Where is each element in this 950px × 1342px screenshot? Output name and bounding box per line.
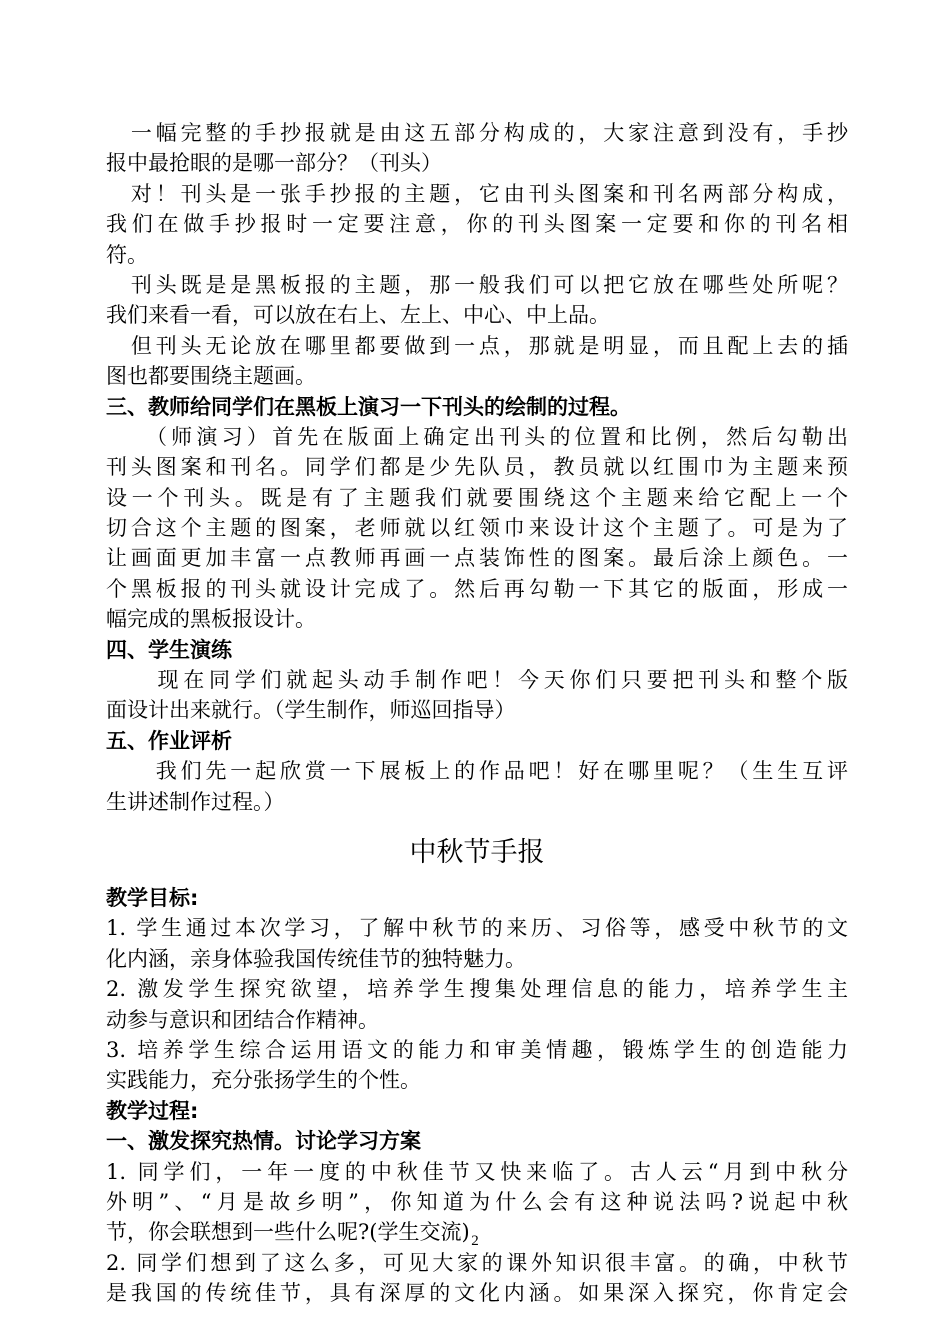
text-line: 我们来看一看，可以放在右上、左上、中心、中上品。 [106,303,610,328]
text-line: 对！刊头是一张手抄报的主题，它由刊头图案和刊名两部分构成， [106,181,848,206]
text-line: 2. 激发学生探究欲望，培养学生搜集处理信息的能力，培养学生主 [106,977,848,1002]
section-heading: 教学目标: [106,885,199,910]
text-line: 是我国的传统佳节，具有深厚的文化内涵。如果深入探究，你肯定会 [106,1281,848,1306]
section-heading: 四、学生演练 [106,637,232,662]
text-line: （师演习）首先在版面上确定出刊头的位置和比例，然后勾勒出 [106,424,848,449]
text-line: 切合这个主题的图案，老师就以红领巾来设计这个主题了。可是为了 [106,516,848,541]
text-line: 幅完成的黑板报设计。 [106,607,316,632]
section-title: 中秋节手报 [409,836,545,868]
text-line: 我们在做手抄报时一定要注意，你的刊头图案一定要和你的刊名相 [106,212,848,237]
text-line: 刊头图案和刊名。同学们都是少先队员，教员就以红围巾为主题来预 [106,455,848,480]
section-heading: 五、作业评析 [106,728,232,753]
text-line: 生讲述制作过程。） [106,789,285,814]
text-line: 图也都要围绕主题画。 [106,364,316,389]
text-line: 1. 同学们，一年一度的中秋佳节又快来临了。古人云“月到中秋分 [106,1159,848,1184]
text-line: 面设计出来就行。（学生制作，师巡回指导） [106,698,516,723]
page-number: 2 [471,1233,479,1249]
section-heading: 一、激发探究热情。讨论学习方案 [106,1129,421,1154]
text-line: 让画面更加丰富一点教师再画一点装饰性的图案。最后涂上颜色。一 [106,546,848,571]
lesson-continuation [106,118,848,817]
text-line: 2. 同学们想到了这么多，可见大家的课外知识很丰富。的确，中秋节 [106,1250,848,1275]
text-line: 一幅完整的手抄报就是由这五部分构成的，大家注意到没有，手抄 [106,121,848,145]
text-line: 节，你会联想到一些什么呢?(学生交流) [106,1220,470,1245]
text-line: 动参与意识和团结合作精神。 [106,1007,379,1032]
text-line: 化内涵，亲身体验我国传统佳节的独特魅力。 [106,946,526,971]
text-line: 符。 [106,242,148,267]
text-line: 外明”、“月是故乡明”，你知道为什么会有这种说法吗?说起中秋 [106,1189,848,1214]
text-line: 报中最抢眼的是哪一部分？（刊头） [106,151,442,176]
text-line: 我们先一起欣赏一下展板上的作品吧！好在哪里呢？（生生互评 [106,759,848,784]
text-line: 刊头既是是黑板报的主题，那一般我们可以把它放在哪些处所呢？ [106,272,848,297]
section-heading: 教学过程: [106,1098,199,1123]
text-line: 个黑板报的刊头就设计完成了。然后再勾勒一下其它的版面，形成一 [106,576,848,601]
text-line: 现在同学们就起头动手制作吧！今天你们只要把刊头和整个版 [106,668,848,693]
document-body [106,118,848,1308]
section-heading: 三、教师给同学们在黑板上演习一下刊头的绘制的过程。 [106,394,631,419]
text-line: 1. 学生通过本次学习，了解中秋节的来历、习俗等，感受中秋节的文 [106,916,848,941]
text-line: 3. 培养学生综合运用语文的能力和审美情趣，锻炼学生的创造能力 [106,1037,848,1062]
text-line: 实践能力，充分张扬学生的个性。 [106,1068,421,1093]
text-line: 但刊头无论放在哪里都要做到一点，那就是明显，而且配上去的插 [106,333,848,358]
text-line: 设一个刊头。既是有了主题我们就要围绕这个主题来给它配上一个 [106,485,848,510]
